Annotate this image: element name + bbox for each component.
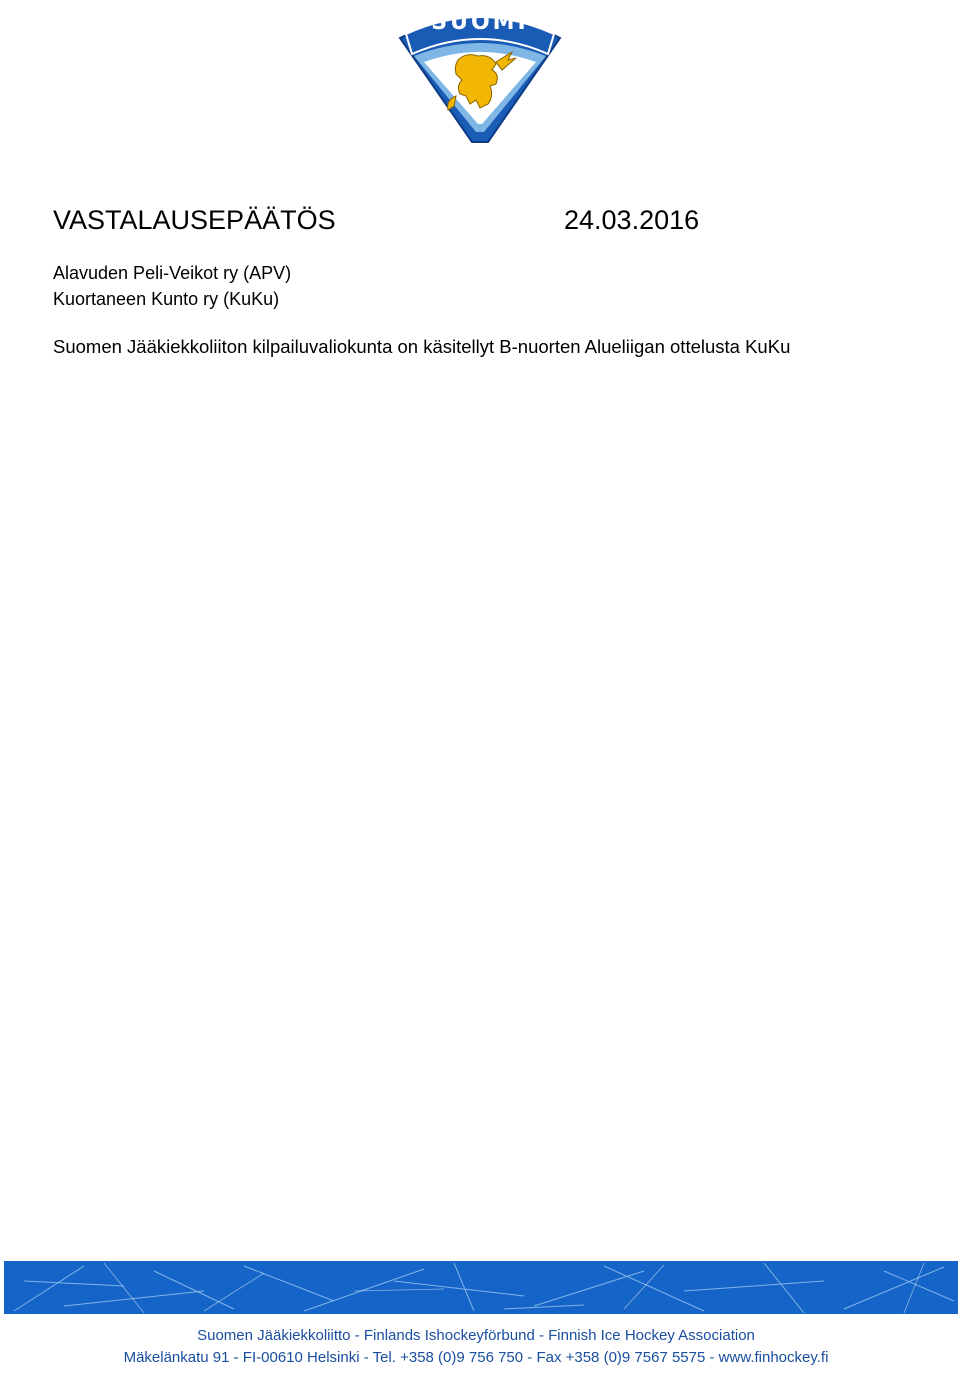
footer-ice-band — [4, 1261, 958, 1314]
recipient-line: Alavuden Peli-Veikot ry (APV) — [53, 263, 292, 283]
logo-text: SUOMI — [431, 10, 529, 35]
footer-contact: Mäkelänkatu 91 - FI-00610 Helsinki - Tel. +358 (0)9 756 750 - Fax +358 (0)9 7567 5575 - www.finhockey.fi — [123, 1349, 829, 1366]
suomi-logo — [396, 4, 564, 144]
title-row — [53, 200, 753, 240]
recipients — [53, 260, 291, 312]
document-date: 24.03.2016 — [564, 205, 700, 235]
ice-scratch-pattern-icon — [4, 1261, 958, 1314]
recipient-line: Kuortaneen Kunto ry (KuKu) — [53, 289, 280, 309]
document-title: VASTALAUSEPÄÄTÖS — [53, 205, 336, 235]
intro-paragraph: Suomen Jääkiekkoliiton kilpailuvaliokunta on käsitellyt B-nuorten Alueliigan ottelusta KuKu — [53, 336, 791, 357]
footer-organization: Suomen Jääkiekkoliitto - Finlands Ishockeyförbund - Finnish Ice Hockey Association — [197, 1327, 755, 1344]
